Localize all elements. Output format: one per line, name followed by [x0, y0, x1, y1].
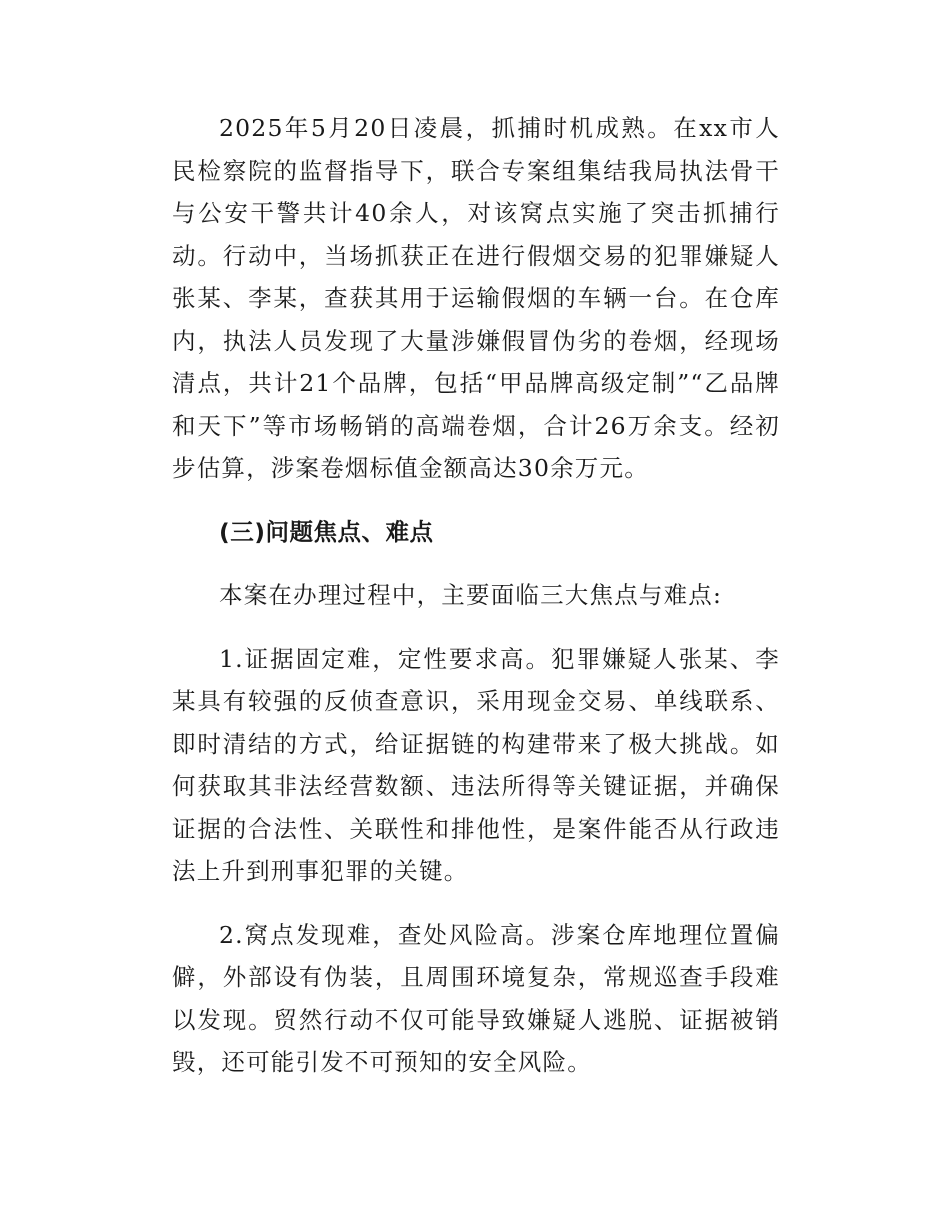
- paragraph-issue-evidence: 1.证据固定难，定性要求高。犯罪嫌疑人张某、李某具有较强的反侦查意识，采用现金交易、单线联系、即时清结的方式，给证据链的构建带来了极大挑战。如何获取其非法经营数额、违法所得等关键证据，并确保证据的合法性、关联性和排他性，是案件能否从行政违法上升到刑事犯罪的关键。: [172, 644, 780, 885]
- paragraph-issues-intro: 本案在办理过程中，主要面临三大焦点与难点:: [219, 581, 723, 609]
- document-body: [172, 107, 780, 1105]
- paragraph-arrest-operation: 2025年5月20日凌晨，抓捕时机成熟。在xx市人民检察院的监督指导下，联合专案组集结我局执法骨干与公安干警共计40余人，对该窝点实施了突击抓捕行动。行动中，当场抓获正在进行假烟交易的犯罪嫌疑人张某、李某，查获其用于运输假烟的车辆一台。在仓库内，执法人员发现了大量涉嫌假冒伪劣的卷烟，经现场清点，共计21个品牌，包括“甲品牌高级定制”“乙品牌和天下”等市场畅销的高端卷烟，合计26万余支。经初步估算，涉案卷烟标值金额高达30余万元。: [172, 114, 780, 482]
- paragraph-issue-hideout: 2.窝点发现难，查处风险高。涉案仓库地理位置偏僻，外部设有伪装，且周围环境复杂，常规巡查手段难以发现。贸然行动不仅可能导致嫌疑人逃脱、证据被销毁，还可能引发不可预知的安全风险。: [172, 920, 780, 1076]
- section-heading-issues: (三)问题焦点、难点: [219, 517, 434, 546]
